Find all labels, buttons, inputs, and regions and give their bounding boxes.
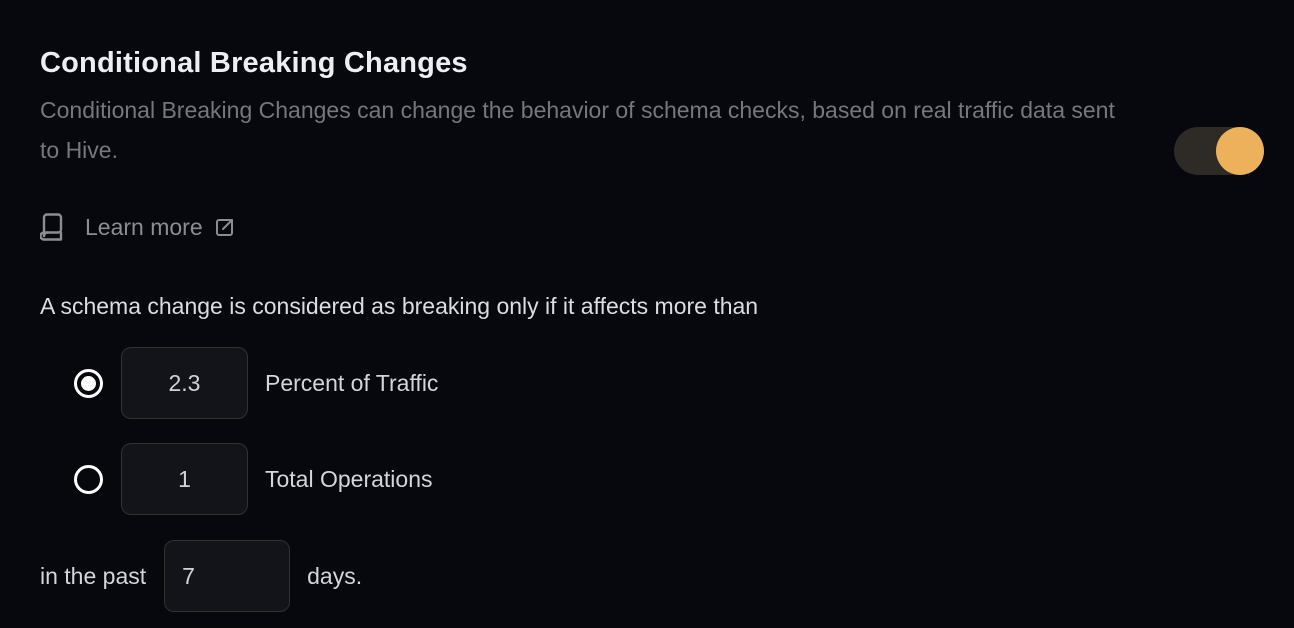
option-row-percent-of-traffic	[40, 347, 1254, 419]
period-prefix: in the past	[40, 562, 147, 589]
percent-of-traffic-label: Percent of Traffic	[265, 369, 439, 396]
conditional-breaking-changes-toggle[interactable]	[1174, 127, 1264, 175]
period-days-input[interactable]	[164, 540, 290, 612]
criteria-intro: A schema change is considered as breaking only if it affects more than	[40, 293, 759, 319]
toggle-thumb	[1216, 127, 1264, 175]
total-operations-label: Total Operations	[265, 465, 433, 492]
book-icon	[40, 212, 65, 242]
external-link-icon	[214, 217, 235, 238]
total-operations-input[interactable]	[121, 443, 248, 515]
option-row-total-operations	[40, 443, 1254, 515]
page-title: Conditional Breaking Changes	[40, 47, 468, 79]
percent-of-traffic-radio[interactable]	[74, 369, 103, 398]
page-description: Conditional Breaking Changes can change the behavior of schema checks, based on real traffic data sent to Hive.	[40, 97, 1115, 163]
percent-of-traffic-input[interactable]	[121, 347, 248, 419]
period-row	[40, 540, 1254, 612]
learn-more-label: Learn more	[85, 214, 203, 240]
period-suffix: days.	[307, 562, 363, 589]
radio-dot	[81, 472, 96, 487]
total-operations-radio[interactable]	[74, 465, 103, 494]
radio-dot	[81, 376, 96, 391]
learn-more-link[interactable]	[40, 212, 235, 242]
